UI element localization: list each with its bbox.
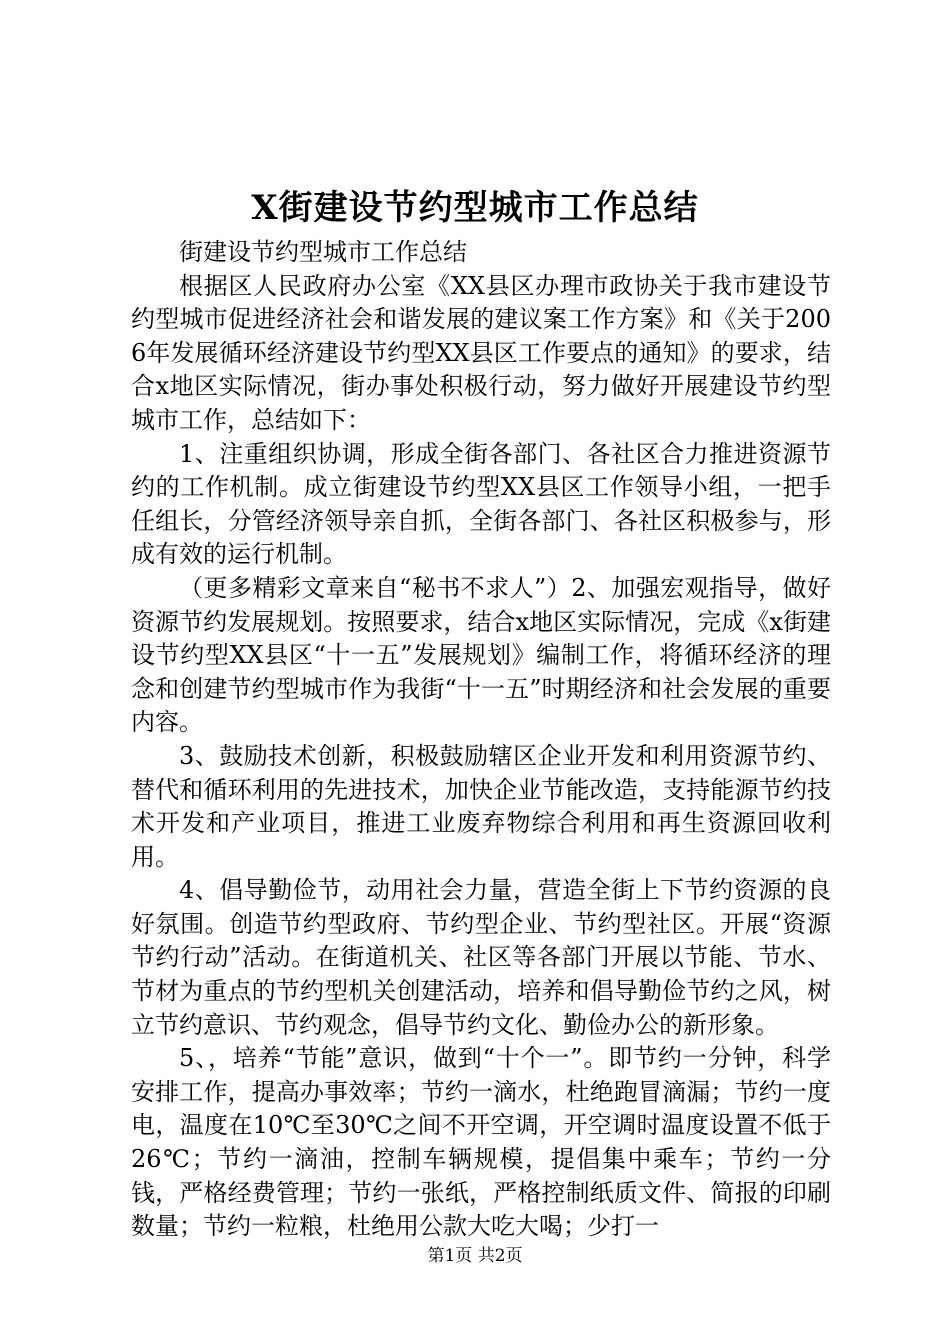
paragraph-item-5: 5、，培养“节能”意识，做到“十个一”。即节约一分钟，科学安排工作，提高办事效率；节约一滴水，杜绝跑冒滴漏；节约一度电，温度在10℃至30℃之间不开空调，开空调时温度设置不低于26℃；节约一滴油，控制车辆规模，提倡集中乘车；节约一分钱，严格经费管理；节约一张纸，严格控制纸质文件、简报的印刷数量；节约一粒粮，杜绝用公款大吃大喝；少打一 — [131, 1044, 831, 1241]
paragraph-item-4: 4、倡导勤俭节，动用社会力量，营造全街上下节约资源的良好氛围。创造节约型政府、节约型企业、节约型社区。开展“资源节约行动”活动。在街道机关、社区等各部门开展以节能、节水、节材为重点的节约型机关创建活动，培养和倡导勤俭节约之风，树立节约意识、节约观念，倡导节约文化、勤俭办公的新形象。 — [131, 876, 831, 1039]
document-title: X街建设节约型城市工作总结 — [251, 188, 699, 228]
paragraph-item-1: 1、注重组织协调，形成全街各部门、各社区合力推进资源节约的工作机制。成立街建设节约型XX县区工作领导小组，一把手任组长，分管经济领导亲自抓，全街各部门、各社区积极参与，形成有效的运行机制。 — [131, 439, 831, 569]
document-body — [131, 236, 831, 1244]
paragraph-item-2: （更多精彩文章来自“秘书不求人”）2、加强宏观指导，做好资源节约发展规划。按照要求，结合x地区实际情况，完成《x街建设节约型XX县区“十一五”发展规划》编制工作，将循环经济的理念和创建节约型城市作为我街“十一五”时期经济和社会发展的重要内容。 — [131, 573, 831, 737]
page-number-footer: 第1页 共2页 — [427, 1246, 523, 1266]
paragraph-subtitle: 街建设节约型城市工作总结 — [179, 238, 467, 266]
paragraph-intro: 根据区人民政府办公室《XX县区办理市政协关于我市建设节约型城市促进经济社会和谐发展的建议案工作方案》和《关于2006年发展循环经济建设节约型XX县区工作要点的通知》的要求，结合x地区实际情况，街办事处积极行动，努力做好开展建设节约型城市工作，总结如下： — [131, 271, 831, 434]
paragraph-item-3: 3、鼓励技术创新，积极鼓励辖区企业开发和利用资源节约、替代和循环利用的先进技术，加快企业节能改造，支持能源节约技术开发和产业项目，推进工业废弃物综合利用和再生资源回收利用。 — [131, 741, 831, 871]
